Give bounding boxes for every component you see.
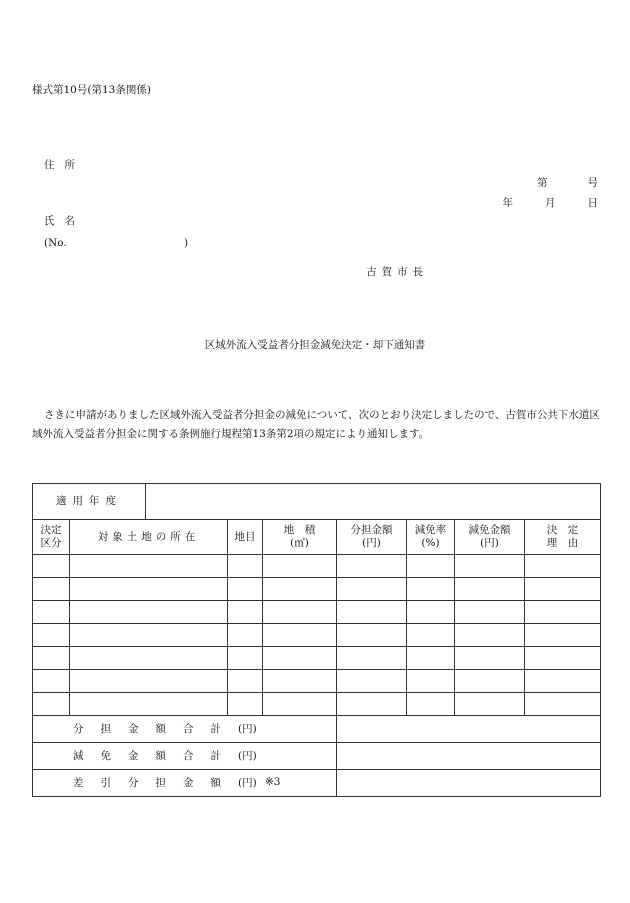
decision-type-cell[interactable] xyxy=(33,647,70,670)
land-area-cell[interactable] xyxy=(263,693,337,716)
applicable-year-label: 適用年度 xyxy=(33,484,146,520)
charge-amount-header-line2: (円) xyxy=(362,537,381,549)
exemption-rate-header xyxy=(407,520,455,555)
decision-type-header-line2: 区分 xyxy=(40,537,62,549)
charge-amount-cell[interactable] xyxy=(337,624,407,647)
form-number: 様式第10号(第13条関係) xyxy=(32,84,151,96)
exemption-rate-cell[interactable] xyxy=(407,578,455,601)
notice-body: さきに申請がありました区域外流入受益者分担金の減免について、次のとおり決定しましたので、古賀市公共下水道区域外流入受益者分担金に関する条例施行規程第13条第2項の規定により通知します。 xyxy=(32,409,600,440)
recipient-number xyxy=(44,237,189,249)
exemption-rate-header-line1: 減免率 xyxy=(414,524,447,536)
date-day: 日 xyxy=(587,197,598,209)
charge-amount-cell[interactable] xyxy=(337,670,407,693)
document-number xyxy=(537,175,598,190)
decision-type-header-line1: 決定 xyxy=(40,524,62,536)
net-charge-unit: (円) xyxy=(238,776,257,789)
exemption-rate-cell[interactable] xyxy=(407,555,455,578)
charge-total-value[interactable] xyxy=(337,716,601,743)
land-category-cell[interactable] xyxy=(228,647,263,670)
land-area-header-line2: (㎡) xyxy=(290,537,309,549)
decision-reason-cell[interactable] xyxy=(525,555,601,578)
land-location-cell[interactable] xyxy=(70,601,228,624)
land-area-header-line1: 地 積 xyxy=(283,524,316,536)
land-area-header xyxy=(263,520,337,555)
decision-reason-cell[interactable] xyxy=(525,693,601,716)
exemption-amount-cell[interactable] xyxy=(455,693,525,716)
land-category-cell[interactable] xyxy=(228,578,263,601)
charge-total-row xyxy=(33,716,601,743)
charge-amount-cell[interactable] xyxy=(337,555,407,578)
land-area-cell[interactable] xyxy=(263,555,337,578)
table-row xyxy=(33,647,601,670)
address-label: 住所 xyxy=(44,159,85,171)
decision-type-cell[interactable] xyxy=(33,693,70,716)
decision-type-cell[interactable] xyxy=(33,555,70,578)
decision-type-cell[interactable] xyxy=(33,670,70,693)
exemption-amount-header-line1: 減免金額 xyxy=(468,524,511,536)
land-location-cell[interactable] xyxy=(70,647,228,670)
doc-number-prefix: 第 xyxy=(537,177,548,189)
issuer-mayor: 古賀市長 xyxy=(366,266,428,278)
exemption-table xyxy=(32,483,601,797)
exemption-total-row xyxy=(33,743,601,770)
table-row xyxy=(33,555,601,578)
table-row xyxy=(33,601,601,624)
land-area-cell[interactable] xyxy=(263,624,337,647)
exemption-amount-cell[interactable] xyxy=(455,670,525,693)
exemption-rate-header-line2: (%) xyxy=(421,537,440,549)
charge-amount-cell[interactable] xyxy=(337,578,407,601)
charge-total-label xyxy=(33,716,337,743)
exemption-amount-cell[interactable] xyxy=(455,555,525,578)
net-charge-text: 差引分担金額 xyxy=(73,776,238,789)
land-category-cell[interactable] xyxy=(228,624,263,647)
table-row xyxy=(33,693,601,716)
exemption-rate-cell[interactable] xyxy=(407,693,455,716)
land-location-cell[interactable] xyxy=(70,670,228,693)
land-location-cell[interactable] xyxy=(70,624,228,647)
land-area-cell[interactable] xyxy=(263,647,337,670)
exemption-total-value[interactable] xyxy=(337,743,601,770)
land-category-cell[interactable] xyxy=(228,670,263,693)
charge-total-unit: (円) xyxy=(238,722,257,735)
land-location-cell[interactable] xyxy=(70,555,228,578)
header-row xyxy=(33,520,601,555)
date-year: 年 xyxy=(502,197,513,209)
name-label: 氏名 xyxy=(44,215,85,227)
decision-reason-cell[interactable] xyxy=(525,647,601,670)
charge-amount-header-line1: 分担金額 xyxy=(350,524,393,536)
issue-date xyxy=(503,195,599,210)
land-location-cell[interactable] xyxy=(70,693,228,716)
charge-amount-cell[interactable] xyxy=(337,647,407,670)
charge-amount-header xyxy=(337,520,407,555)
decision-type-header xyxy=(33,520,70,555)
table-row xyxy=(33,578,601,601)
decision-reason-header-line2: 理 由 xyxy=(546,537,579,549)
land-area-cell[interactable] xyxy=(263,670,337,693)
net-charge-note: ※3 xyxy=(265,776,281,788)
decision-reason-cell[interactable] xyxy=(525,624,601,647)
net-charge-row xyxy=(33,770,601,797)
land-area-cell[interactable] xyxy=(263,578,337,601)
decision-reason-header xyxy=(525,520,601,555)
land-area-cell[interactable] xyxy=(263,601,337,624)
number-open: (No. xyxy=(44,237,67,249)
year-row xyxy=(33,484,601,520)
doc-number-suffix: 号 xyxy=(587,177,598,189)
exemption-total-text: 減免金額合計 xyxy=(73,749,238,762)
decision-type-cell[interactable] xyxy=(33,601,70,624)
exemption-amount-cell[interactable] xyxy=(455,624,525,647)
exemption-amount-cell[interactable] xyxy=(455,601,525,624)
exemption-rate-cell[interactable] xyxy=(407,624,455,647)
exemption-rate-cell[interactable] xyxy=(407,670,455,693)
charge-amount-cell[interactable] xyxy=(337,601,407,624)
exemption-rate-cell[interactable] xyxy=(407,647,455,670)
charge-amount-cell[interactable] xyxy=(337,693,407,716)
exemption-total-unit: (円) xyxy=(238,749,257,762)
date-month: 月 xyxy=(545,197,556,209)
exemption-total-label xyxy=(33,743,337,770)
table-row xyxy=(33,670,601,693)
decision-type-cell[interactable] xyxy=(33,578,70,601)
number-close: ) xyxy=(184,237,189,249)
decision-reason-cell[interactable] xyxy=(525,601,601,624)
net-charge-label xyxy=(33,770,337,797)
exemption-amount-header xyxy=(455,520,525,555)
land-category-cell[interactable] xyxy=(228,555,263,578)
land-category-cell[interactable] xyxy=(228,601,263,624)
table-row xyxy=(33,624,601,647)
exemption-rate-cell[interactable] xyxy=(407,601,455,624)
land-category-cell[interactable] xyxy=(228,693,263,716)
decision-reason-cell[interactable] xyxy=(525,578,601,601)
decision-reason-cell[interactable] xyxy=(525,670,601,693)
decision-reason-header-line1: 決 定 xyxy=(546,524,579,536)
applicable-year-value[interactable] xyxy=(146,484,601,520)
charge-total-text: 分担金額合計 xyxy=(73,722,238,735)
exemption-amount-cell[interactable] xyxy=(455,647,525,670)
land-category-header: 地目 xyxy=(228,520,263,555)
land-location-header: 対象土地の所在 xyxy=(70,520,228,555)
decision-type-cell[interactable] xyxy=(33,624,70,647)
land-location-cell[interactable] xyxy=(70,578,228,601)
document-title: 区域外流入受益者分担金減免決定・却下通知書 xyxy=(204,339,426,351)
net-charge-value[interactable] xyxy=(337,770,601,797)
exemption-amount-header-line2: (円) xyxy=(480,537,499,549)
exemption-amount-cell[interactable] xyxy=(455,578,525,601)
